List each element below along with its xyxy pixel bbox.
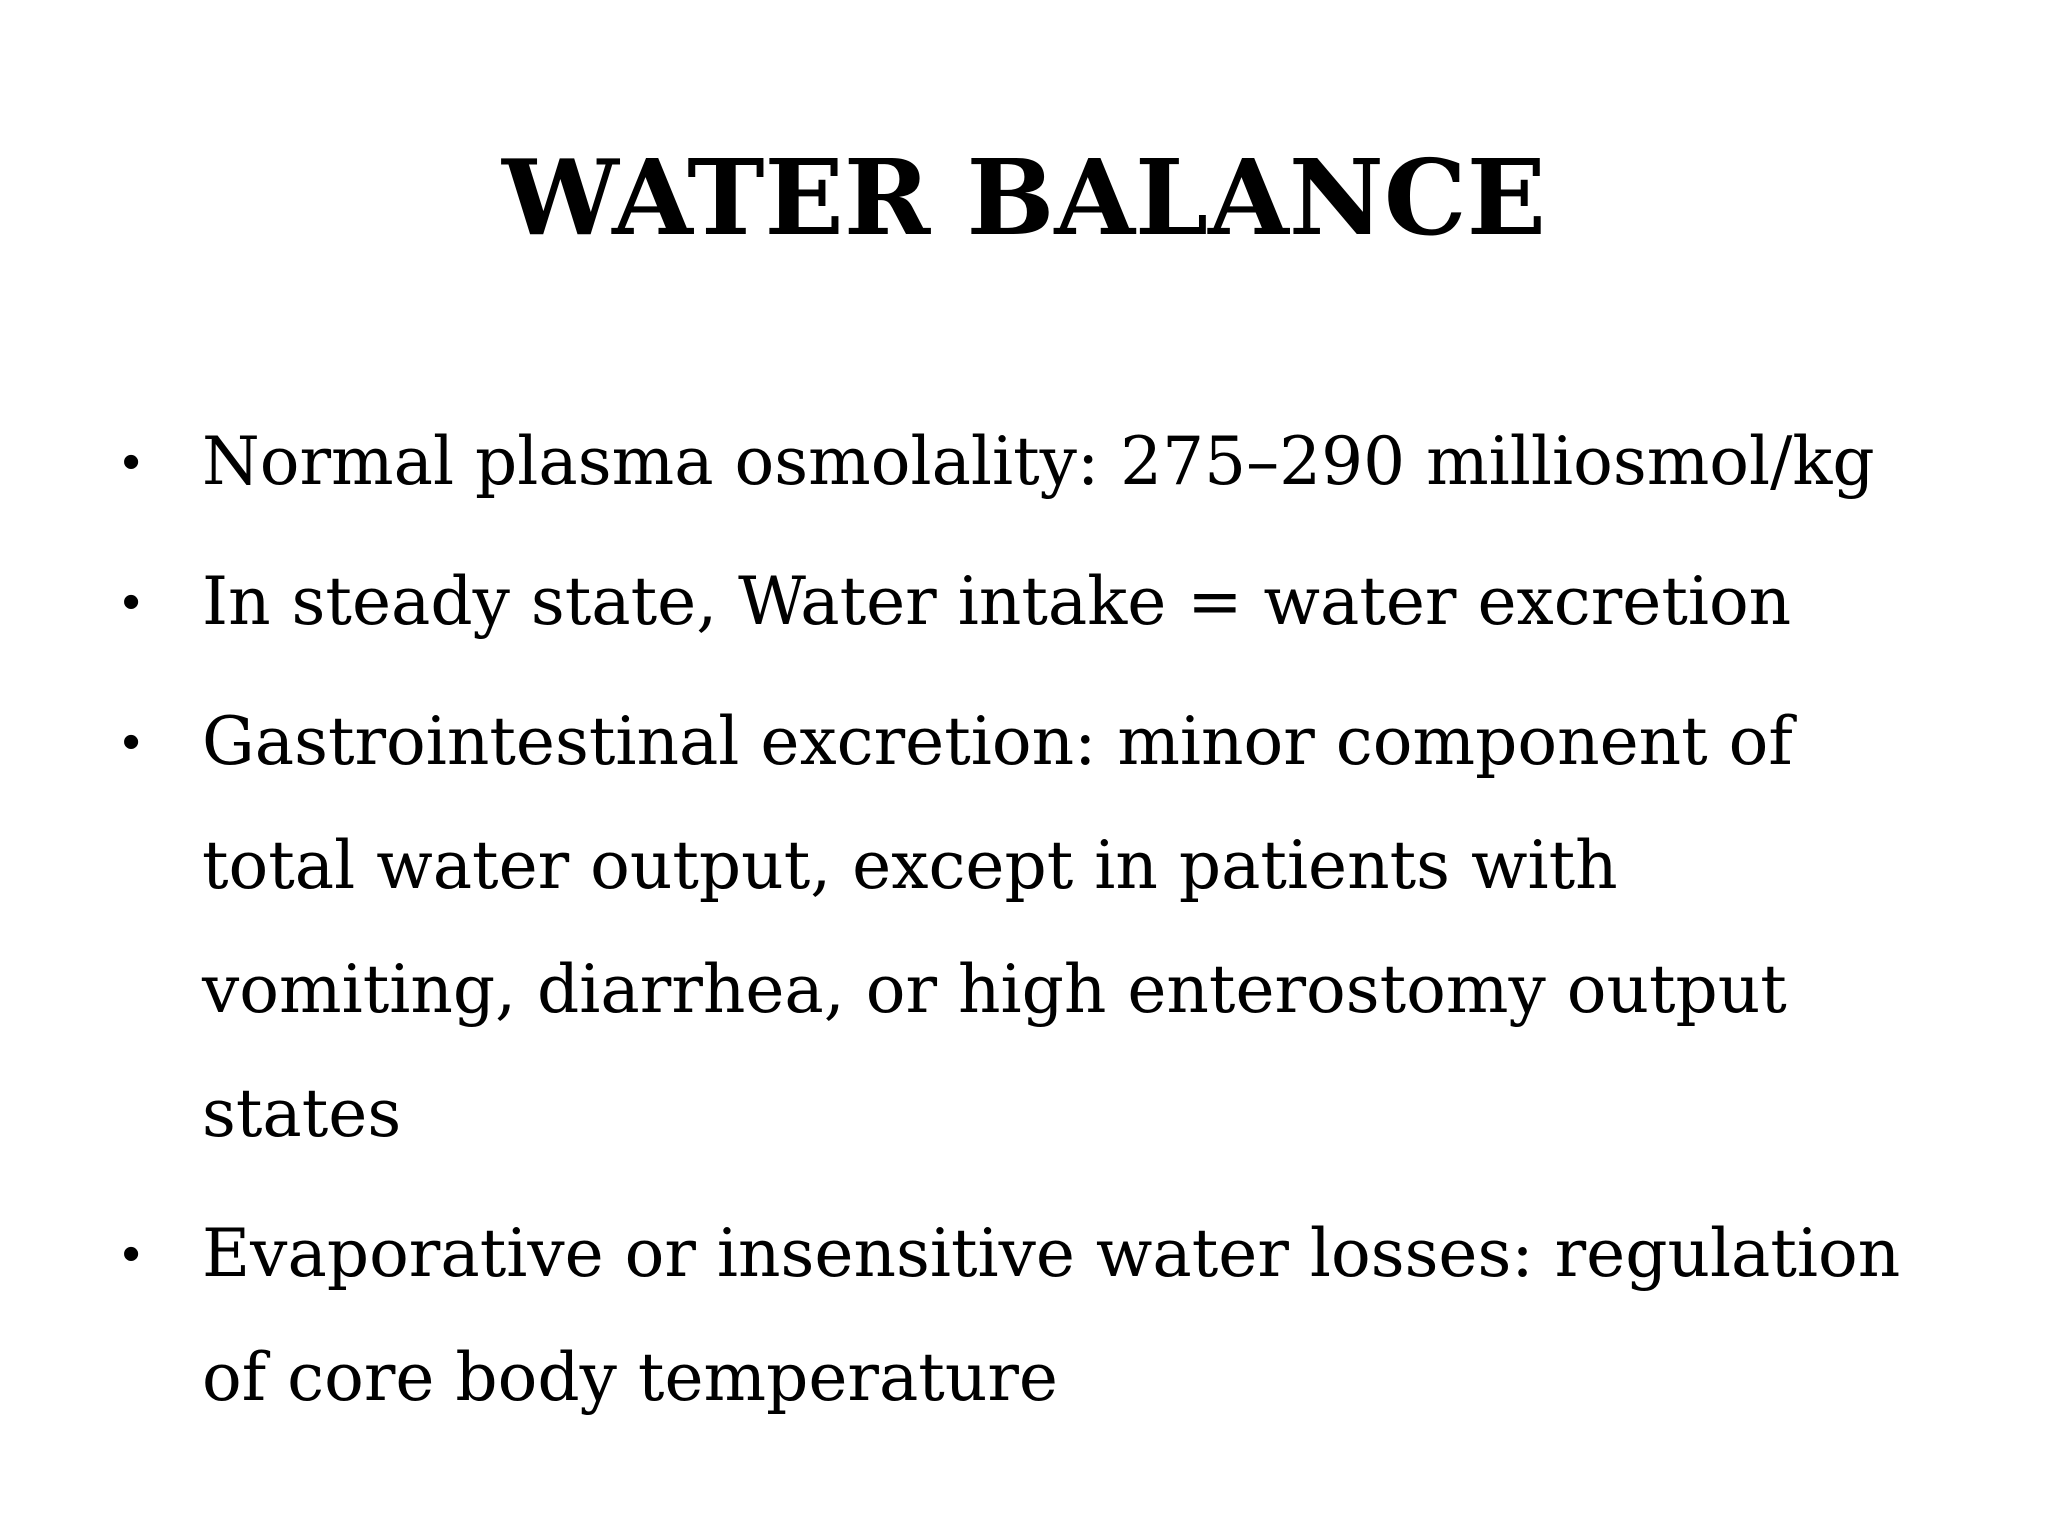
bullet-item [122,400,1942,524]
bullet-text: Gastrointestinal excretion: minor component of total water output, except in patients with vomiting, diarrhea, or high enterostomy output states [202,703,1793,1152]
bullet-item [122,1192,1942,1440]
bullet-text: Evaporative or insensitive water losses: regulation of core body temperature [202,1215,1901,1416]
bullet-text: Normal plasma osmolality: 275–290 milliosmol/kg [202,423,1875,500]
bullet-list [122,400,1942,1456]
slide-title: WATER BALANCE [502,136,1546,259]
bullet-marker: • [122,573,141,631]
bullet-item [122,540,1942,664]
bullet-text: In steady state, Water intake = water excretion [202,563,1792,640]
bullet-marker: • [122,1225,141,1283]
bullet-marker: • [122,713,141,771]
bullet-marker: • [122,433,141,491]
bullet-item [122,680,1942,1176]
